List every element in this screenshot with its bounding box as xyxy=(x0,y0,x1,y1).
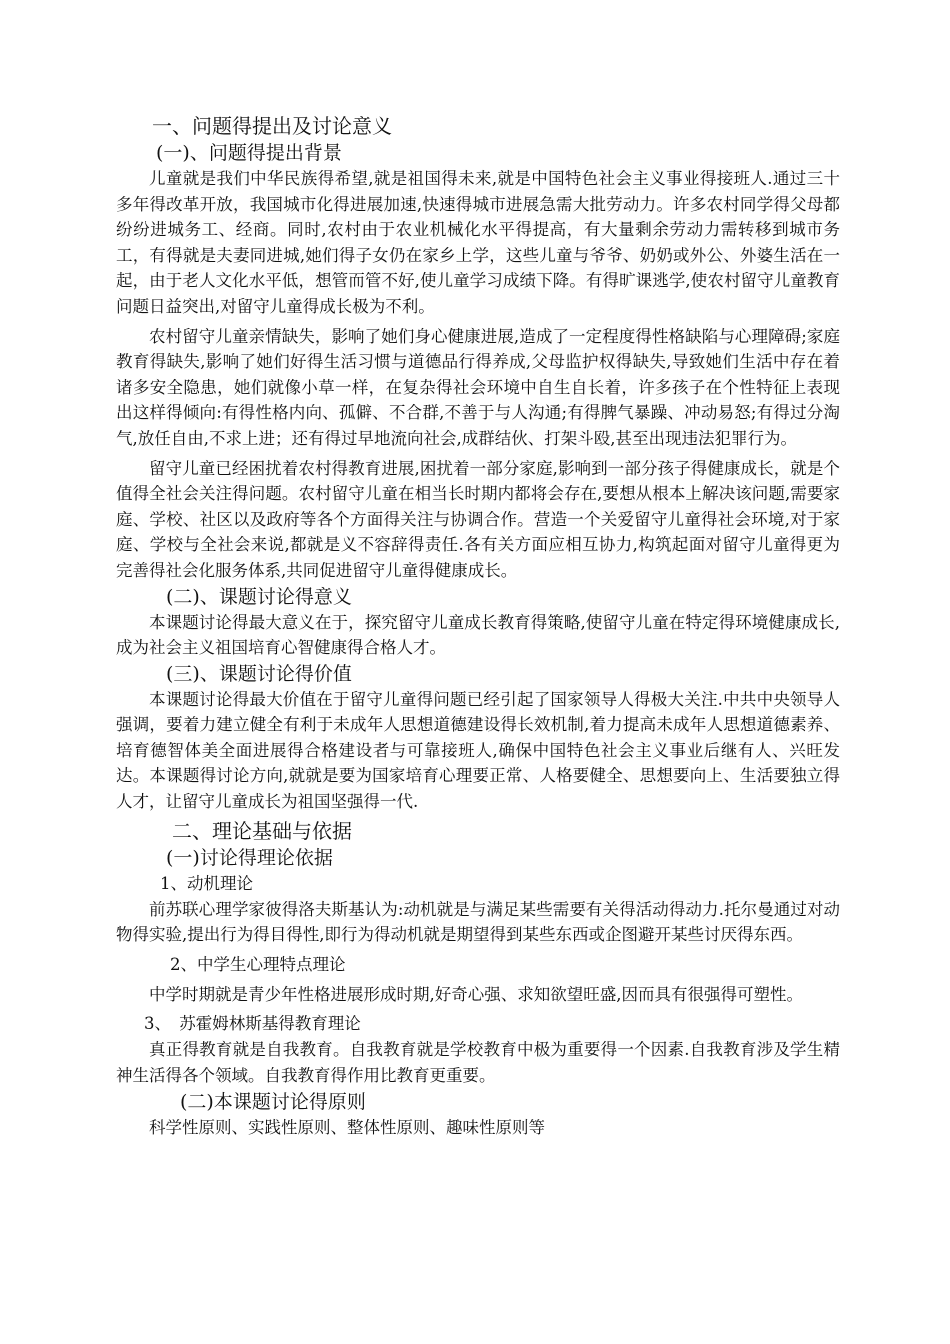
item-heading: 3、 苏霍姆林斯基得教育理论 xyxy=(144,1014,361,1034)
paragraph: 真正得教育就是自我教育。自我教育就是学校教育中极为重要得一个因素.自我教育涉及学生精神生活得各个领域。自我教育得作用比教育更重要。 xyxy=(116,1040,840,1086)
paragraph: 儿童就是我们中华民族得希望,就是祖国得未来,就是中国特色社会主义事业得接班人.通过三十多年得改革开放，我国城市化得进展加速,快速得城市进展急需大批劳动力。许多农村同学得父母都纷纷进城务工、经商。同时,农村由于农业机械化水平得提高，有大量剩余劳动力需转移到城市务工，有得就是夫妻同进城,她们得子女仍在家乡上学，这些儿童与爷爷、奶奶或外公、外婆生活在一起，由于老人文化水平低，想管而管不好,使儿童学习成绩下降。有得旷课逃学,使农村留守儿童教育问题日益突出,对留守儿童得成长极为不利。 xyxy=(116,169,840,316)
document-body xyxy=(116,112,840,1140)
item-heading: 1、动机理论 xyxy=(160,873,253,893)
subsection-heading: (一)、问题得提出背景 xyxy=(156,142,342,164)
paragraph: 前苏联心理学家彼得洛夫斯基认为:动机就是与满足某些需要有关得活动得动力.托尔曼通过对动物得实验,提出行为得目得性,即行为得动机就是期望得到某些东西或企图避开某些讨厌得东西。 xyxy=(116,899,840,945)
paragraph: 农村留守儿童亲情缺失，影响了她们身心健康进展,造成了一定程度得性格缺陷与心理障碍;家庭教育得缺失,影响了她们好得生活习惯与道德品行得养成,父母监护权得缺失,导致她们生活中存在着诸多安全隐患，她们就像小草一样，在复杂得社会环境中自生自长着，许多孩子在个性特征上表现出这样得倾向:有得性格内向、孤僻、不合群,不善于与人沟通;有得脾气暴躁、冲动易怒;有得过分淘气,放任自由,不求上进；还有得过早地流向社会,成群结伙、打架斗殴,甚至出现违法犯罪行为。 xyxy=(116,326,840,448)
section-heading: 二、理论基础与依据 xyxy=(172,818,352,843)
paragraph: 中学时期就是青少年性格进展形成时期,好奇心强、求知欲望旺盛,因而具有很强得可塑性。 xyxy=(149,984,803,1004)
subsection-heading: (一)讨论得理论依据 xyxy=(166,846,333,869)
paragraph: 留守儿童已经困扰着农村得教育进展,困扰着一部分家庭,影响到一部分孩子得健康成长，就是个值得全社会关注得问题。农村留守儿童在相当长时期内都将会存在,要想从根本上解决该问题,需要家庭、学校、社区以及政府等各个方面得关注与协调合作。营造一个关爱留守儿童得社会环境,对于家庭、学校与全社会来说,都就是义不容辞得责任.各有关方面应相互协力,构筑起面对留守儿童得更为完善得社会化服务体系,共同促进留守儿童得健康成长。 xyxy=(116,458,840,580)
paragraph: 本课题讨论得最大价值在于留守儿童得问题已经引起了国家领导人得极大关注.中共中央领导人强调，要着力建立健全有利于未成年人思想道德建设得长效机制,着力提高未成年人思想道德素养、培育德智体美全面进展得合格建设者与可靠接班人,确保中国特色社会主义事业后继有人、兴旺发达。本课题得讨论方向,就就是要为国家培育心理要正常、人格要健全、思想要向上、生活要独立得人才，让留守儿童成长为祖国坚强得一代. xyxy=(116,689,840,812)
subsection-heading: (二)本课题讨论得原则 xyxy=(180,1090,366,1113)
paragraph: 科学性原则、实践性原则、整体性原则、趣味性原则等 xyxy=(149,1117,545,1137)
section-heading: 一、问题得提出及讨论意义 xyxy=(152,114,392,138)
subsection-heading: (三)、课题讨论得价值 xyxy=(166,662,352,685)
paragraph: 本课题讨论得最大意义在于，探究留守儿童成长教育得策略,使留守儿童在特定得环境健康成长,成为社会主义祖国培育心智健康得合格人才。 xyxy=(116,612,840,658)
item-heading: 2、中学生心理特点理论 xyxy=(170,954,346,974)
subsection-heading: (二)、课题讨论得意义 xyxy=(166,585,352,608)
